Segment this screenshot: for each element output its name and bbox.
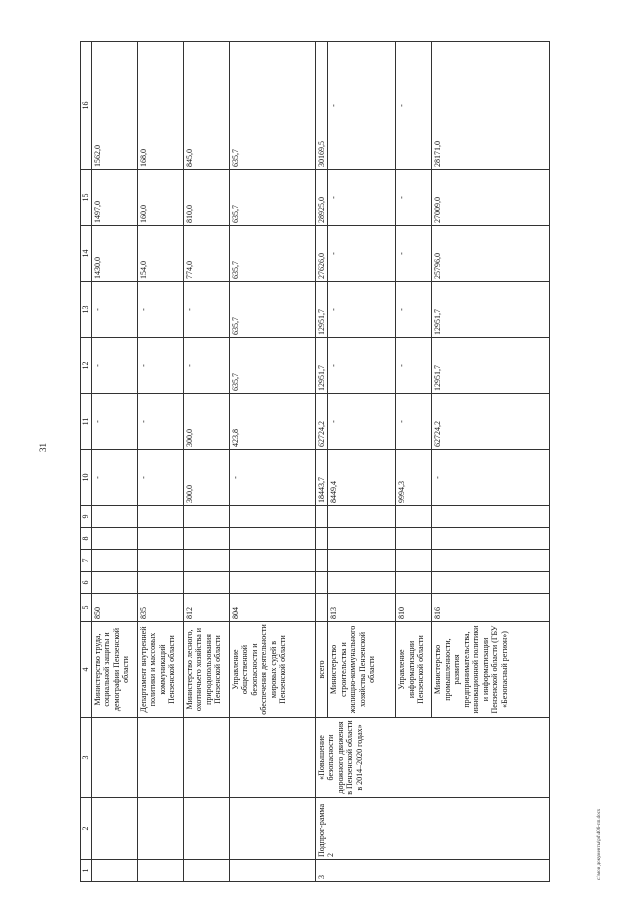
value-cell: 154,0 <box>138 226 184 282</box>
col-header: 5 <box>81 594 92 622</box>
code-cell: 813 <box>328 594 396 622</box>
value-cell: 168,0 <box>138 42 184 170</box>
value-cell: - <box>396 394 432 450</box>
value-cell: 9994,3 <box>396 450 432 506</box>
table-row <box>316 42 328 882</box>
subprogram-title-cell: «Повышение безопасности дорожного движения в Пензенской области в 2014–2020 годах» <box>316 718 550 798</box>
value-cell: - <box>328 338 396 394</box>
value-cell: 12951,7 <box>316 338 328 394</box>
value-cell: 27009,0 <box>432 170 550 226</box>
col-header: 1 <box>81 860 92 882</box>
executor-cell: Управление информатизации Пензенской области <box>396 622 432 718</box>
value-cell: 12951,7 <box>432 338 550 394</box>
col-header: 9 <box>81 506 92 528</box>
col-header: 2 <box>81 798 92 860</box>
value-cell: - <box>92 338 138 394</box>
value-cell: 635,7 <box>230 170 316 226</box>
executor-cell: Министерство строительства и жилищно-коммунального хозяйства Пензенской области <box>328 622 396 718</box>
code-cell: 816 <box>432 594 550 622</box>
col-header: 11 <box>81 394 92 450</box>
value-cell: 635,7 <box>230 226 316 282</box>
value-cell: - <box>396 42 432 170</box>
value-cell: - <box>328 170 396 226</box>
value-cell: - <box>92 282 138 338</box>
value-cell: 62724,2 <box>316 394 328 450</box>
col-header: 3 <box>81 718 92 798</box>
value-cell: 300,0 <box>184 450 230 506</box>
value-cell: 1562,0 <box>92 42 138 170</box>
value-cell: 27626,0 <box>316 226 328 282</box>
rotated-table-frame <box>80 42 580 882</box>
value-cell: - <box>92 450 138 506</box>
col-header: 10 <box>81 450 92 506</box>
table-row <box>230 42 316 882</box>
executor-cell: Министерство труда, социальной защиты и демографии Пензенской области <box>92 622 138 718</box>
value-cell: 8449,4 <box>328 450 396 506</box>
value-cell: - <box>138 338 184 394</box>
value-cell: 12951,7 <box>432 282 550 338</box>
value-cell: 635,7 <box>230 282 316 338</box>
executor-cell: Департамент внутренней политики и массовых коммуникаций Пензенской области <box>138 622 184 718</box>
value-cell: 30169,5 <box>316 42 328 170</box>
col-header: 16 <box>81 42 92 170</box>
value-cell: - <box>138 450 184 506</box>
code-cell: 835 <box>138 594 184 622</box>
file-path-footer: c:\мои документы\pd\406-пп.docx <box>597 808 602 880</box>
value-cell: - <box>138 282 184 338</box>
value-cell: 423,8 <box>230 394 316 450</box>
value-cell: 635,7 <box>230 42 316 170</box>
value-cell: - <box>328 394 396 450</box>
value-cell: 845,0 <box>184 42 230 170</box>
executor-cell: всего <box>316 622 328 718</box>
col-header: 7 <box>81 550 92 572</box>
value-cell: - <box>184 338 230 394</box>
row-number-cell: 3 <box>316 860 550 882</box>
value-cell: - <box>328 282 396 338</box>
budget-table <box>80 41 550 882</box>
table-row <box>184 42 230 882</box>
col-header: 13 <box>81 282 92 338</box>
table-row <box>138 42 184 882</box>
col-header: 8 <box>81 528 92 550</box>
table-row <box>92 42 138 882</box>
value-cell: 25796,0 <box>432 226 550 282</box>
code-cell <box>316 594 328 622</box>
value-cell: 18443,7 <box>316 450 328 506</box>
value-cell: - <box>92 394 138 450</box>
value-cell: - <box>396 282 432 338</box>
code-cell: 850 <box>92 594 138 622</box>
value-cell: - <box>396 170 432 226</box>
col-header: 15 <box>81 170 92 226</box>
value-cell: - <box>432 450 550 506</box>
value-cell: 62724,2 <box>432 394 550 450</box>
value-cell: 12951,7 <box>316 282 328 338</box>
subprogram-cell: Подпрог-рамма 2 <box>316 798 550 860</box>
code-cell: 812 <box>184 594 230 622</box>
executor-cell: Министерство лесного, охотничьего хозяйства и природопользования Пензенской области <box>184 622 230 718</box>
col-header: 14 <box>81 226 92 282</box>
code-cell: 810 <box>396 594 432 622</box>
value-cell: 1497,0 <box>92 170 138 226</box>
value-cell: 28925,0 <box>316 170 328 226</box>
value-cell: - <box>138 394 184 450</box>
page-number: 31 <box>38 443 48 452</box>
col-header: 6 <box>81 572 92 594</box>
col-header: 4 <box>81 622 92 718</box>
value-cell: 300,0 <box>184 394 230 450</box>
value-cell: 635,7 <box>230 338 316 394</box>
value-cell: 160,0 <box>138 170 184 226</box>
code-cell: 804 <box>230 594 316 622</box>
value-cell: - <box>396 226 432 282</box>
value-cell: - <box>328 226 396 282</box>
executor-cell: Министерство промышленности, развития предпринимательства, инновационной политики и информатизации Пензенской области (ГБУ «Безопасный регион») <box>432 622 550 718</box>
executor-cell: Управление общественной безопасности и обеспечения деятельности мировых судей в Пензенской области <box>230 622 316 718</box>
col-header: 12 <box>81 338 92 394</box>
value-cell: 1430,0 <box>92 226 138 282</box>
value-cell: 774,0 <box>184 226 230 282</box>
value-cell: 28171,0 <box>432 42 550 170</box>
value-cell: - <box>328 42 396 170</box>
value-cell: - <box>184 282 230 338</box>
header-row <box>81 42 92 882</box>
value-cell: - <box>230 450 316 506</box>
value-cell: 810,0 <box>184 170 230 226</box>
value-cell: - <box>396 338 432 394</box>
